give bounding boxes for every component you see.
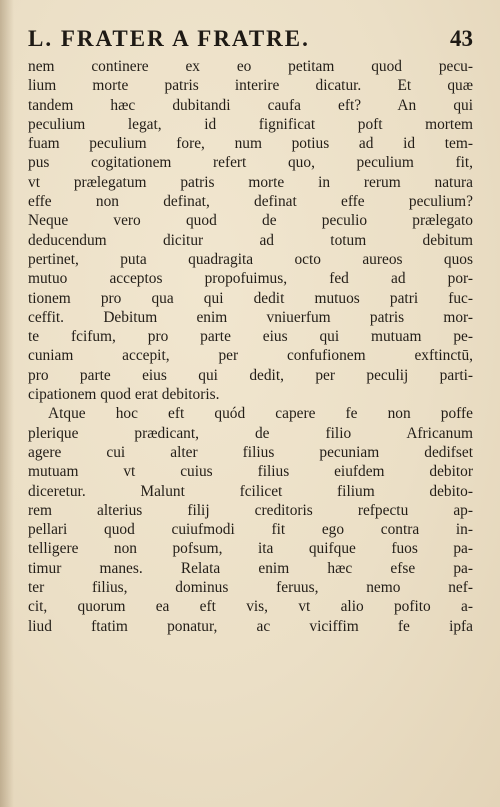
text-line: nem continere ex eo petitam quod pecu- [28, 58, 473, 75]
text-line: tionem pro qua qui dedit mutuos patri fuc- [28, 289, 473, 307]
text-line: deducendum dicitur ad totum debitum [28, 231, 473, 249]
text-line: ceffit. Debitum enim vniuerfum patris mor- [28, 308, 473, 326]
text-body [28, 57, 473, 636]
text-line: telligere non pofsum, ita quifque fuos pa- [28, 540, 473, 558]
text-line: lium morte patris interire dicatur. Et quæ [28, 77, 473, 95]
text-line: mutuo acceptos propofuimus, fed ad por- [28, 270, 473, 288]
text-line: tandem hæc dubitandi caufa eft? An qui [28, 96, 473, 114]
text-line: pellari quod cuiufmodi fit ego contra in- [28, 521, 473, 539]
text-line: timur manes. Relata enim hæc efse pa- [28, 559, 473, 577]
text-line: mutuam vt cuius filius eiufdem debitor [28, 463, 473, 481]
text-line: plerique prædicant, de filio Africanum [28, 424, 473, 442]
gutter-shadow [0, 0, 14, 807]
text-line: effe non definat, definat effe peculium? [28, 193, 473, 211]
text-line: cipationem quod erat debitoris. [28, 386, 220, 404]
running-head [28, 26, 473, 56]
page-number: 43 [450, 26, 473, 51]
text-line: cuniam accepit, per confufionem exftinctū, [28, 347, 473, 365]
text-line: pro parte eius qui dedit, per peculij parti- [28, 366, 473, 384]
text-line: diceretur. Malunt fcilicet filium debito- [28, 482, 473, 500]
text-line: liud ftatim ponatur, ac viciffim fe ipfa [28, 617, 473, 635]
text-line: Atque hoc eft quód capere fe non poffe [48, 405, 473, 423]
text-line: agere cui alter filius pecuniam dedifset [28, 443, 473, 461]
text-line: peculium legat, id fignificat poft mortem [28, 115, 473, 133]
text-line: cit, quorum ea eft vis, vt alio pofito a- [28, 598, 473, 616]
text-line: rem alterius filij creditoris refpectu ap- [28, 501, 473, 519]
text-line: fuam peculium fore, num potius ad id tem- [28, 135, 473, 153]
text-line: Neque vero quod de peculio prælegato [28, 212, 473, 230]
running-title: L. FRATER A FRATRE. [28, 26, 310, 51]
paragraph-1 [28, 57, 473, 404]
text-line: te fcifum, pro parte eius qui mutuam pe- [28, 328, 473, 346]
paragraph-2 [28, 404, 473, 636]
text-line: ter filius, dominus feruus, nemo nef- [28, 579, 473, 597]
text-line: pertinet, puta quadragita octo aureos quos [28, 250, 473, 268]
text-line: vt prælegatum patris morte in rerum natura [28, 173, 473, 191]
text-line: pus cogitationem refert quo, peculium fit, [28, 154, 473, 172]
